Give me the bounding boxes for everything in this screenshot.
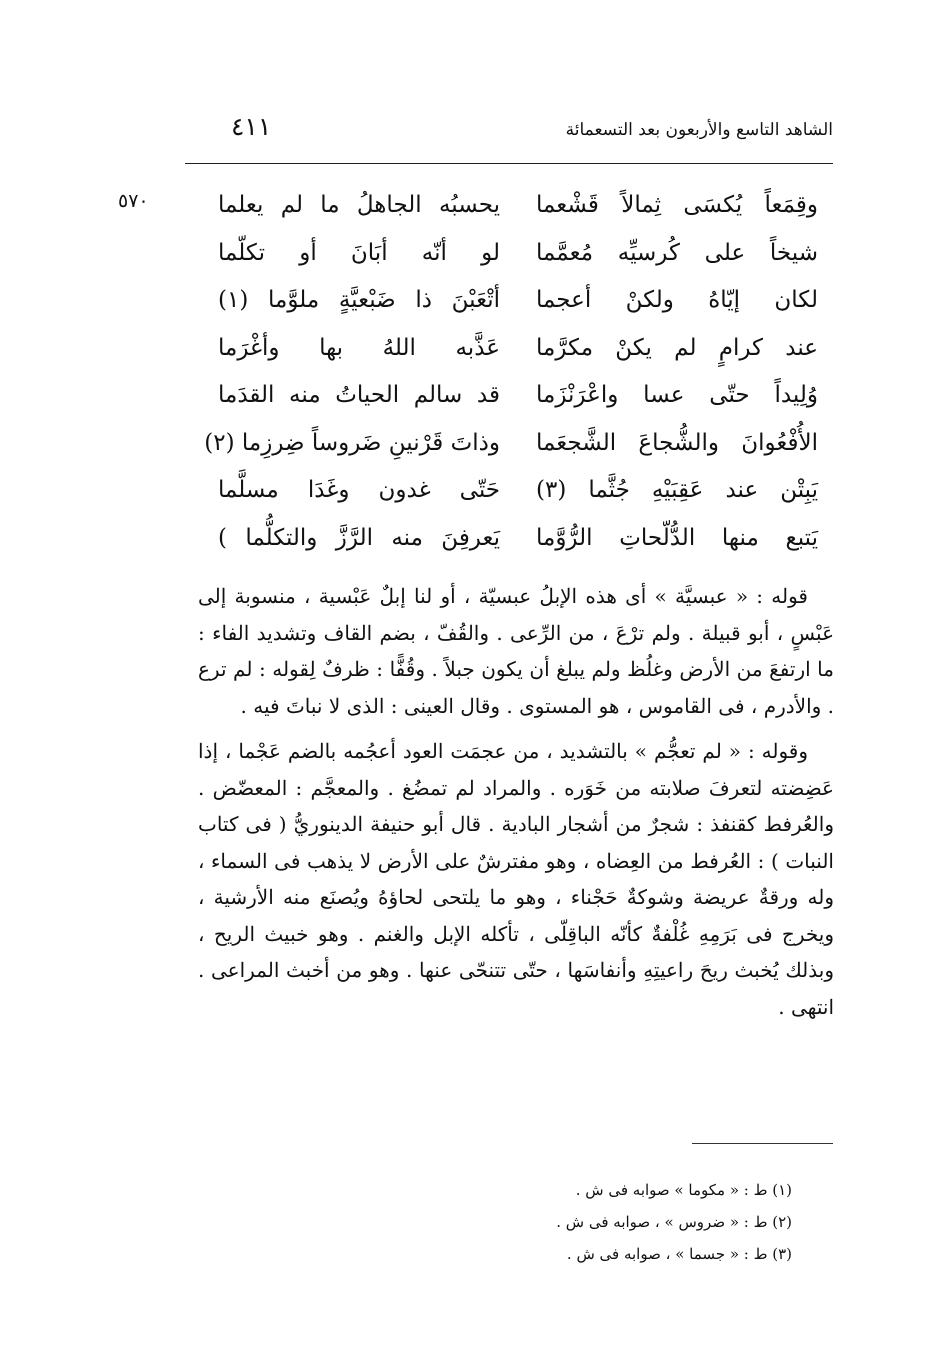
verse-line	[204, 421, 818, 469]
footnote: (١) ط : « مكوما » صوابه فى ش .	[575, 1181, 792, 1199]
verse-line	[218, 468, 818, 516]
footnotes	[292, 1174, 792, 1270]
verse-second-hemistich: عَذَّبه اللهُ بها وأغْرَما	[218, 334, 500, 361]
verse-first-hemistich: الأُفْعُوانَ والشُّجاعَ الشَّجعَما	[536, 429, 818, 456]
running-title: الشاهد التاسع والأربعون بعد التسعمائة	[565, 120, 833, 140]
verse-second-hemistich: وذاتَ قَرْنينِ ضَروساً ضِرزِما (٢)	[204, 429, 500, 456]
commentary-paragraph: قوله : « عبسيَّة » أى هذه الإبلُ عبسيّة ، أو لنا إبلٌ عَبْسية ، منسوبة إلى عَبْسٍ ، أبو قبيلة . ولم ترْعَ ، من الرِّعى . والقُفّ ، بضم القاف وتشديد الفاء : ما ارتفعَ من الأرض وغلُظ ولم يبلغ أن يكون جبلاً . وقُفًّا : ظرفٌ لِقوله : لم ترع . والأدرم ، فى القاموس ، هو المستوى . وقال العينى : الذى لا نباتَ فيه .	[198, 584, 834, 718]
verse-first-hemistich: وُلِيداً حتّى عسا واعْرَنْزَما	[536, 382, 818, 408]
verse-second-hemistich: أتْعَبْنَ ذا ضَبْعيَّةٍ ملوَّما (١)	[218, 287, 500, 313]
header-rule	[185, 163, 833, 164]
verse-second-hemistich: يَعرفِنَ منه الرَّزَّ والتكلُّما )	[218, 524, 500, 551]
verse-line	[218, 278, 818, 326]
commentary	[198, 578, 834, 1025]
verse-first-hemistich: لكان إيّاهُ ولكنْ أعجما	[536, 287, 818, 313]
verse-line	[218, 326, 818, 374]
verse-first-hemistich: عند كرامٍ لم يكنْ مكرَّما	[536, 334, 818, 361]
verse-first-hemistich: يَبِتْن عند عَقِبَيْهِ جُثَّما (٣)	[536, 477, 818, 503]
verse-second-hemistich: يحسبُه الجاهلُ ما لم يعلما	[218, 192, 500, 218]
verse-line	[218, 516, 818, 564]
page-header	[185, 112, 833, 152]
commentary-paragraph: وقوله : « لم تعجُّم » بالتشديد ، من عجمَت العود أعجُمه بالضم عَجْما ، إذا عَضِضته لتعرفَ صلابته من خَوَره . والمراد لم تمضُغ . والمعجَّم : المعضّض . والعُرفط كقنفذ : شجرٌ من أشجار البادية . قال أبو حنيفة الدينوريُّ ( فى كتاب النبات ) : العُرفط من العِضاه ، وهو مفترشٌ على الأرض لا يذهب فى السماء ، وله ورقةٌ عريضة وشوكةٌ حَجْناء ، وهو ما يلتحى لحاؤهُ ويُصنَع منه الأرشية ، ويخرج فى بَرَمِهِ غُلْفةٌ كأنّه الباقِلّى ، تأكله الإبل والغنم . وهو خبيث الريح ، وبذلك يُخبث ريحَ راعيتِهِ وأنفاسَها ، حتّى تتنحّى عنها . وهو من أخبث المراعى . انتهى .	[198, 739, 834, 1019]
verse-second-hemistich: حَتّى غدون وغَدَا مسلَّما	[218, 477, 500, 503]
verse-first-hemistich: وقِمَعاً يُكسَى ثِمالاً قَشْعما	[536, 192, 818, 218]
footnote: (٣) ط : « جسما » ، صوابه فى ش .	[566, 1245, 792, 1263]
footnote: (٢) ط : « ضروس » ، صوابه فى ش .	[556, 1213, 792, 1231]
verse-first-hemistich: يَتبع منها الدُّلّحاتِ الرُّوَّما	[536, 524, 818, 551]
page-number: ٤١١	[231, 112, 272, 141]
footnote-rule	[692, 1143, 833, 1144]
verse-second-hemistich: لو أنّه أبَانَ أو تكلّما	[218, 239, 500, 266]
verse-line	[218, 231, 818, 279]
verse-first-hemistich: شيخاً على كُرسيِّه مُعمَّما	[536, 239, 818, 266]
verse-number: ٥٧٠	[118, 190, 149, 212]
verse-line	[218, 183, 818, 231]
poem-verses	[204, 183, 818, 563]
verse-second-hemistich: قد سالم الحياتُ منه القدَما	[218, 382, 500, 408]
verse-line	[218, 373, 818, 421]
